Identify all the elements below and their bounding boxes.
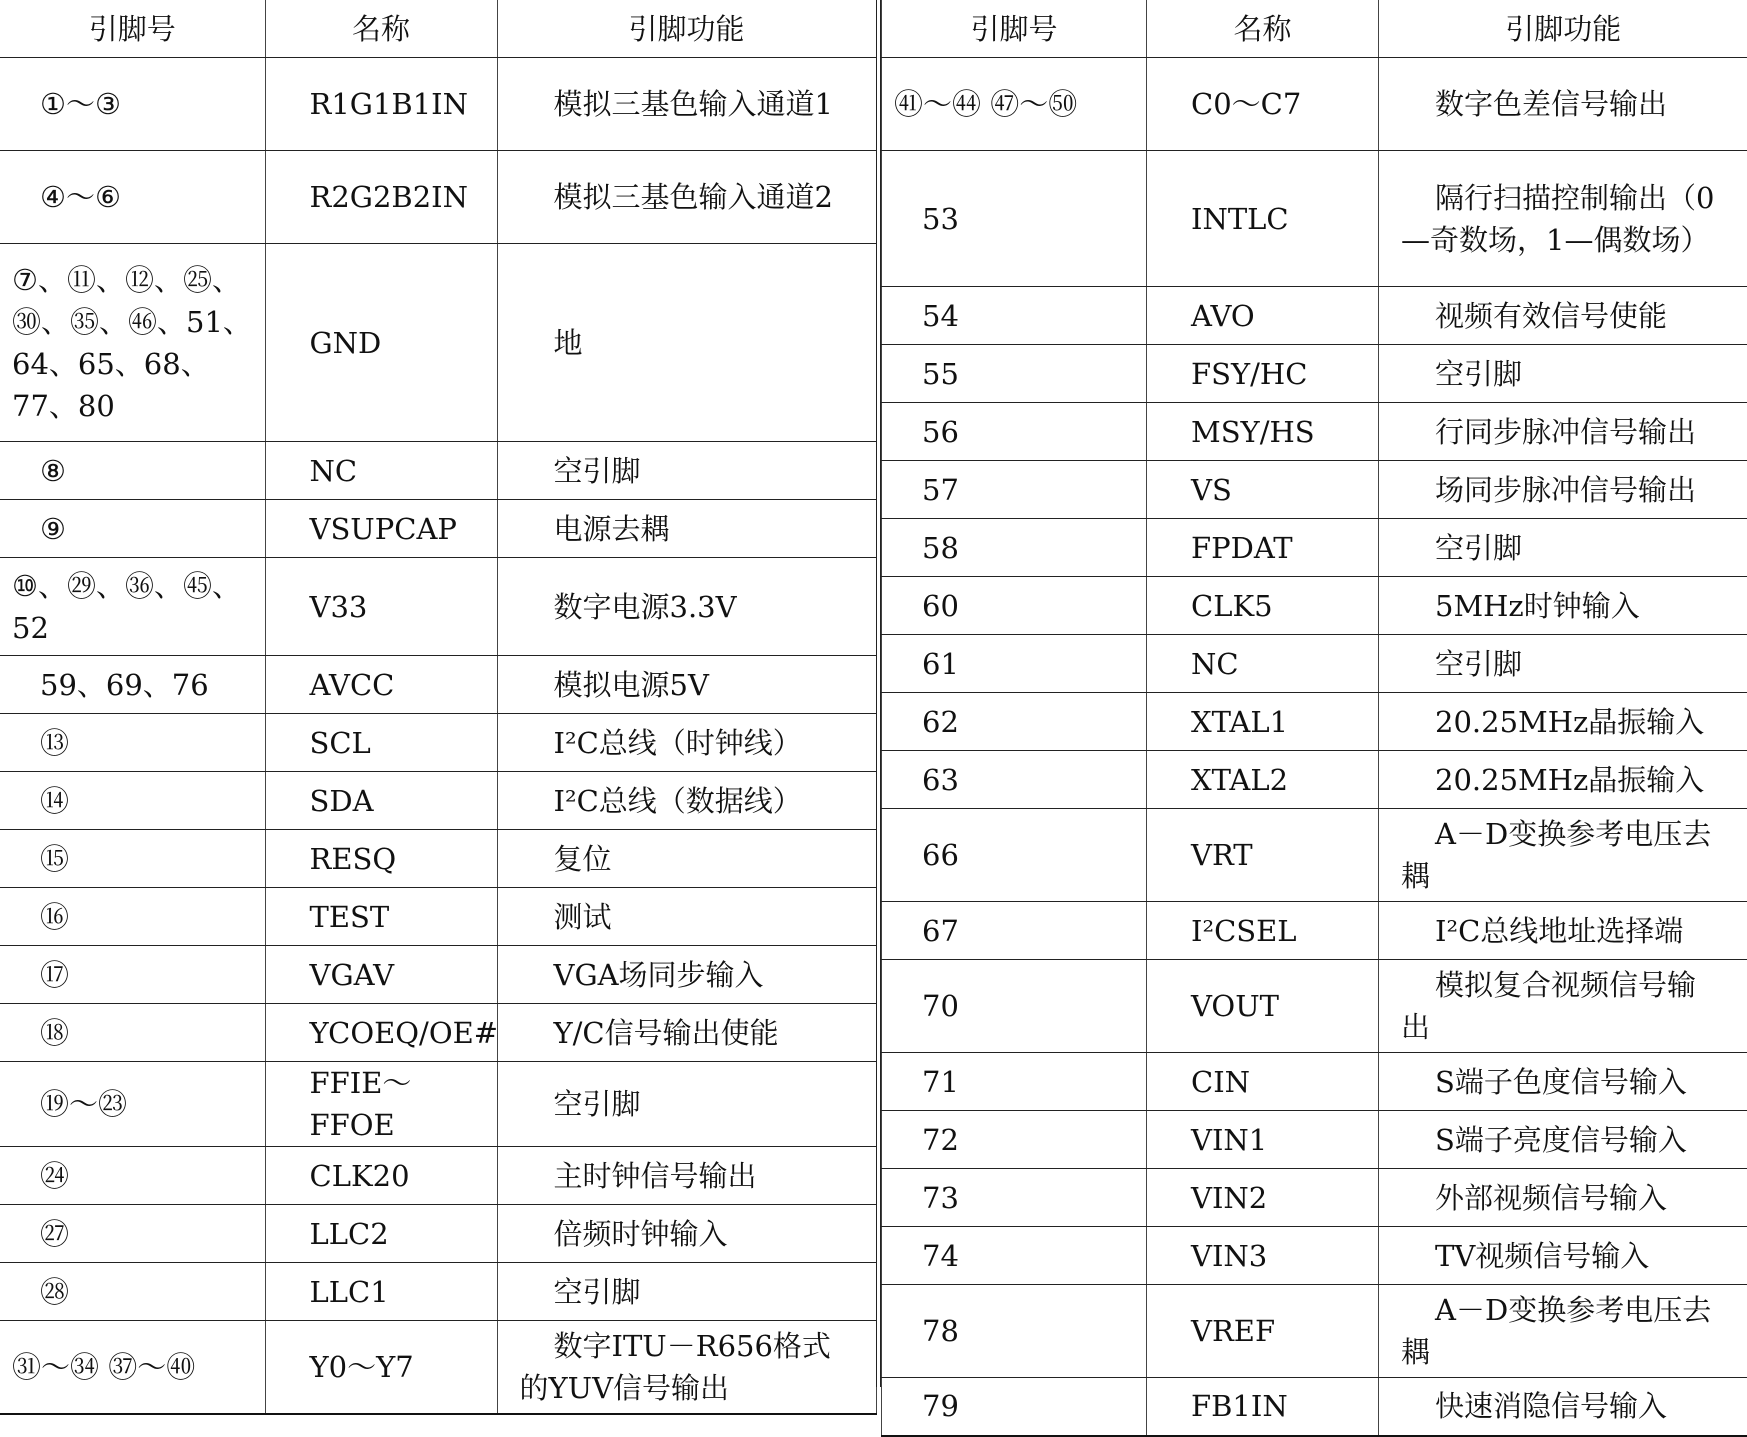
function-cell: 空引脚 [1379, 635, 1747, 693]
function-cell: I²C总线地址选择端 [1379, 902, 1747, 960]
function-cell: 模拟复合视频信号输出 [1379, 960, 1747, 1053]
table-row [882, 403, 1747, 461]
table-row [882, 809, 1747, 902]
pin-cell: ㉗ [0, 1205, 265, 1263]
table-row [0, 244, 876, 442]
table-row [0, 1062, 876, 1147]
header-name: 名称 [1147, 0, 1379, 58]
pin-cell: 59、69、76 [0, 656, 265, 714]
table-row [0, 442, 876, 500]
name-cell: VIN3 [1147, 1227, 1379, 1285]
pin-cell: 61 [882, 635, 1147, 693]
pin-cell: 74 [882, 1227, 1147, 1285]
name-cell: CIN [1147, 1053, 1379, 1111]
table-row [0, 946, 876, 1004]
pin-cell: ⑱ [0, 1004, 265, 1062]
function-cell: S端子色度信号输入 [1379, 1053, 1747, 1111]
function-cell: 空引脚 [1379, 519, 1747, 577]
name-cell: SCL [265, 714, 497, 772]
pin-cell: 79 [882, 1378, 1147, 1436]
function-cell: 主时钟信号输出 [497, 1147, 876, 1205]
header-pin: 引脚号 [0, 0, 265, 58]
pin-cell: 55 [882, 345, 1147, 403]
name-cell: FSY/HC [1147, 345, 1379, 403]
name-cell: AVCC [265, 656, 497, 714]
function-cell: S端子亮度信号输入 [1379, 1111, 1747, 1169]
pin-cell: 56 [882, 403, 1147, 461]
name-cell: INTLC [1147, 151, 1379, 287]
function-cell: 隔行扫描控制输出（0—奇数场，1—偶数场） [1379, 151, 1747, 287]
table-row [882, 1378, 1747, 1436]
table-row [882, 1285, 1747, 1378]
name-cell: GND [265, 244, 497, 442]
pin-cell: ①～③ [0, 58, 265, 151]
function-cell: 空引脚 [497, 1062, 876, 1147]
function-cell: 行同步脉冲信号输出 [1379, 403, 1747, 461]
table-row [0, 830, 876, 888]
pin-cell: 73 [882, 1169, 1147, 1227]
name-cell: CLK20 [265, 1147, 497, 1205]
table-row [882, 345, 1747, 403]
function-cell: I²C总线（时钟线） [497, 714, 876, 772]
name-cell: LLC1 [265, 1263, 497, 1321]
table-row [0, 1205, 876, 1263]
function-cell: 数字色差信号输出 [1379, 58, 1747, 151]
name-cell: C0～C7 [1147, 58, 1379, 151]
function-cell: 5MHz时钟输入 [1379, 577, 1747, 635]
table-row [882, 461, 1747, 519]
pin-cell: ⑭ [0, 772, 265, 830]
name-cell: VOUT [1147, 960, 1379, 1053]
table-row [0, 1321, 876, 1415]
pin-cell: 78 [882, 1285, 1147, 1378]
pin-cell: 54 [882, 287, 1147, 345]
header-pin: 引脚号 [882, 0, 1147, 58]
function-cell: 倍频时钟输入 [497, 1205, 876, 1263]
header-function: 引脚功能 [1379, 0, 1747, 58]
table-row [0, 888, 876, 946]
function-cell: 视频有效信号使能 [1379, 287, 1747, 345]
function-cell: 复位 [497, 830, 876, 888]
function-cell: 外部视频信号输入 [1379, 1169, 1747, 1227]
function-cell: A－D变换参考电压去耦 [1379, 1285, 1747, 1378]
table-row [882, 902, 1747, 960]
pin-cell: ⑬ [0, 714, 265, 772]
table-row [882, 151, 1747, 287]
function-cell: 快速消隐信号输入 [1379, 1378, 1747, 1436]
function-cell: 20.25MHz晶振输入 [1379, 693, 1747, 751]
pin-cell: ㊶～㊹ ㊼～㊿ [882, 58, 1147, 151]
name-cell: XTAL1 [1147, 693, 1379, 751]
table-row [882, 58, 1747, 151]
pin-cell: 67 [882, 902, 1147, 960]
table-row [0, 1263, 876, 1321]
name-cell: VIN1 [1147, 1111, 1379, 1169]
pin-cell: 70 [882, 960, 1147, 1053]
table-row [882, 1111, 1747, 1169]
function-cell: 20.25MHz晶振输入 [1379, 751, 1747, 809]
function-cell: 数字电源3.3V [497, 558, 876, 656]
pin-cell: ⑦、⑪、⑫、㉕、㉚、㉟、㊻、51、64、65、68、77、80 [0, 244, 265, 442]
table-row [882, 1169, 1747, 1227]
name-cell: R1G1B1IN [265, 58, 497, 151]
pin-cell: ⑯ [0, 888, 265, 946]
pin-cell: 57 [882, 461, 1147, 519]
function-cell: 测试 [497, 888, 876, 946]
name-cell: FFIE～FFOE [265, 1062, 497, 1147]
name-cell: V33 [265, 558, 497, 656]
function-cell: 电源去耦 [497, 500, 876, 558]
name-cell: CLK5 [1147, 577, 1379, 635]
table-row [0, 1004, 876, 1062]
pin-cell: 62 [882, 693, 1147, 751]
pin-table-right [881, 0, 1747, 1437]
pin-cell: 72 [882, 1111, 1147, 1169]
pin-cell: ⑲～㉓ [0, 1062, 265, 1147]
function-cell: 空引脚 [497, 442, 876, 500]
table-row [882, 577, 1747, 635]
name-cell: R2G2B2IN [265, 151, 497, 244]
name-cell: Y0～Y7 [265, 1321, 497, 1415]
table-row [0, 558, 876, 656]
name-cell: VSUPCAP [265, 500, 497, 558]
pin-cell: ㉔ [0, 1147, 265, 1205]
table-row [882, 693, 1747, 751]
name-cell: XTAL2 [1147, 751, 1379, 809]
name-cell: FPDAT [1147, 519, 1379, 577]
header-row [0, 0, 876, 58]
name-cell: FB1IN [1147, 1378, 1379, 1436]
table-row [882, 751, 1747, 809]
table-row [882, 635, 1747, 693]
pin-cell: 58 [882, 519, 1147, 577]
name-cell: RESQ [265, 830, 497, 888]
pin-cell: 71 [882, 1053, 1147, 1111]
table-row [882, 960, 1747, 1053]
pin-cell: ⑨ [0, 500, 265, 558]
name-cell: MSY/HS [1147, 403, 1379, 461]
pin-cell: ㉘ [0, 1263, 265, 1321]
name-cell: NC [1147, 635, 1379, 693]
function-cell: 空引脚 [497, 1263, 876, 1321]
table-row [0, 151, 876, 244]
function-cell: TV视频信号输入 [1379, 1227, 1747, 1285]
function-cell: 地 [497, 244, 876, 442]
pin-cell: 53 [882, 151, 1147, 287]
pin-cell: 63 [882, 751, 1147, 809]
table-row [882, 287, 1747, 345]
function-cell: 模拟三基色输入通道1 [497, 58, 876, 151]
name-cell: YCOEQ/OE# [265, 1004, 497, 1062]
name-cell: VS [1147, 461, 1379, 519]
function-cell: 模拟电源5V [497, 656, 876, 714]
pin-cell: ⑰ [0, 946, 265, 1004]
pin-cell: ⑩、㉙、㊱、㊺、52 [0, 558, 265, 656]
name-cell: SDA [265, 772, 497, 830]
function-cell: I²C总线（数据线） [497, 772, 876, 830]
name-cell: VGAV [265, 946, 497, 1004]
function-cell: Y/C信号输出使能 [497, 1004, 876, 1062]
table-row [0, 656, 876, 714]
table-row [0, 1147, 876, 1205]
table-row [882, 1053, 1747, 1111]
pin-cell: ④～⑥ [0, 151, 265, 244]
table-row [0, 772, 876, 830]
header-function: 引脚功能 [497, 0, 876, 58]
function-cell: A－D变换参考电压去耦 [1379, 809, 1747, 902]
table-row [882, 519, 1747, 577]
table-row [0, 500, 876, 558]
pin-cell: ㉛～㉞ ㊲～㊵ [0, 1321, 265, 1415]
function-cell: 数字ITU－R656格式的YUV信号输出 [497, 1321, 876, 1415]
table-row [882, 1227, 1747, 1285]
pin-cell: 66 [882, 809, 1147, 902]
name-cell: LLC2 [265, 1205, 497, 1263]
name-cell: VREF [1147, 1285, 1379, 1378]
name-cell: VRT [1147, 809, 1379, 902]
table-row [0, 58, 876, 151]
name-cell: NC [265, 442, 497, 500]
name-cell: VIN2 [1147, 1169, 1379, 1227]
function-cell: VGA场同步输入 [497, 946, 876, 1004]
name-cell: TEST [265, 888, 497, 946]
name-cell: AVO [1147, 287, 1379, 345]
pin-cell: 60 [882, 577, 1147, 635]
pin-table-left [0, 0, 877, 1415]
function-cell: 空引脚 [1379, 345, 1747, 403]
table-row [0, 714, 876, 772]
name-cell: I²CSEL [1147, 902, 1379, 960]
pin-cell: ⑧ [0, 442, 265, 500]
header-row [882, 0, 1747, 58]
pin-cell: ⑮ [0, 830, 265, 888]
function-cell: 场同步脉冲信号输出 [1379, 461, 1747, 519]
function-cell: 模拟三基色输入通道2 [497, 151, 876, 244]
header-name: 名称 [265, 0, 497, 58]
